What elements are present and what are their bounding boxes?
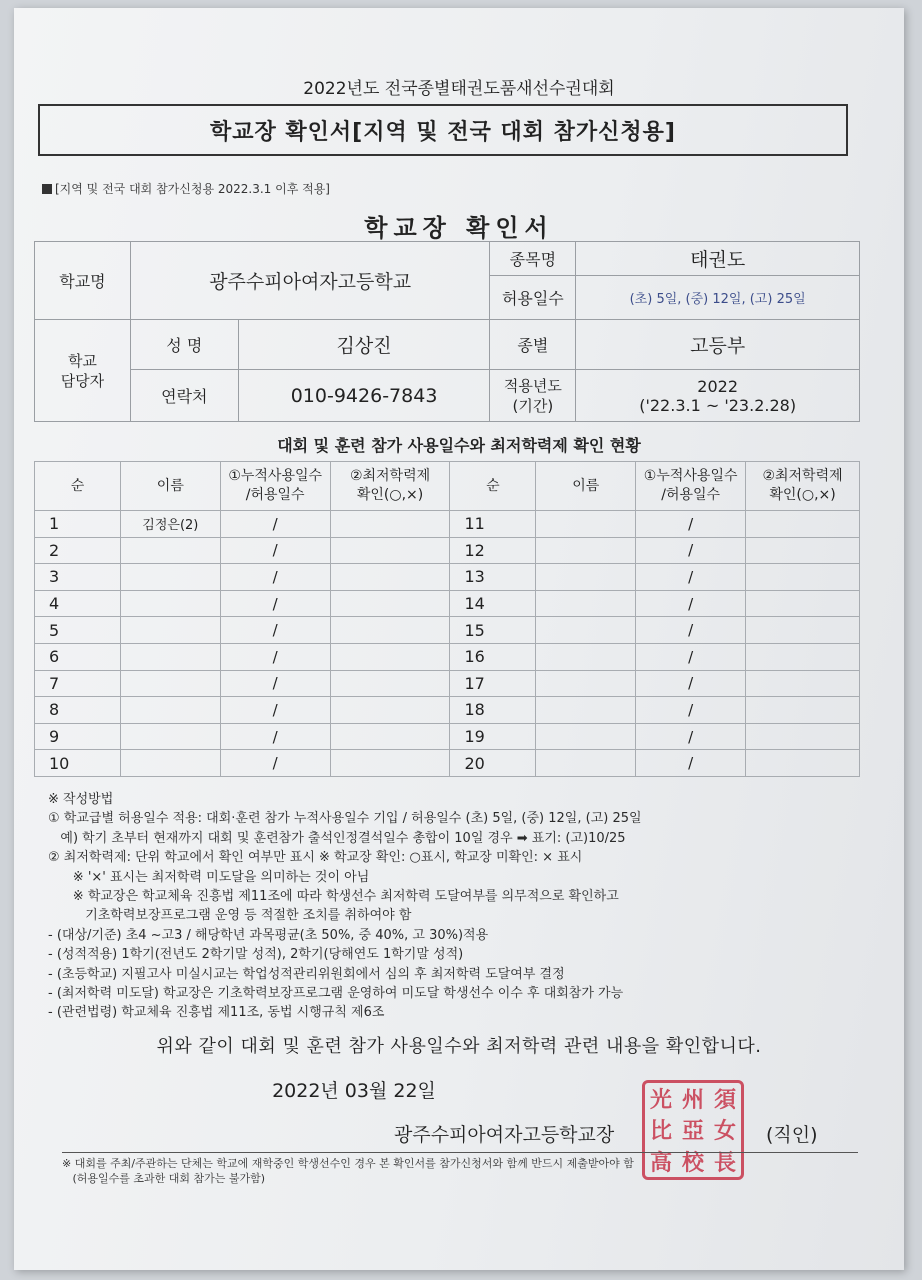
seal-glyph: 長 [713,1149,736,1176]
row-number-left: 9 [35,723,121,750]
row-number-left: 8 [35,697,121,724]
year-label-line2: (기간) [512,396,554,415]
table-row [35,750,860,777]
name-label: 성 명 [130,320,238,370]
used-days-right: / [636,643,746,670]
row-number-left: 2 [35,537,121,564]
header-used-line2: /허용일수 [661,487,721,503]
min-academic-left [330,723,450,750]
used-days-left: / [220,750,330,777]
header-used-line1: ①누적사용일수 [643,468,738,484]
days-label: 허용일수 [490,276,576,320]
instructions [48,790,858,1023]
name-value: 김상진 [238,320,490,370]
row-number-right: 12 [450,537,536,564]
student-name-right [536,670,636,697]
header-min-line1: ②최저학력제 [762,468,843,484]
student-name-right [536,697,636,724]
header-min-line2: 확인(○,×) [356,487,424,503]
used-days-right: / [636,590,746,617]
row-number-right: 13 [450,564,536,591]
min-academic-left [330,537,450,564]
year-value-line2: ('22.3.1 ~ '23.2.28) [639,395,797,415]
used-days-right: / [636,564,746,591]
footer-note [62,1156,862,1186]
signer-name: 광주수피아여자고등학교장 [394,1124,615,1146]
footer-line: (허용일수를 초과한 대회 참가는 불가함) [62,1172,266,1185]
header-no-right: 순 [450,462,536,511]
row-number-left: 7 [35,670,121,697]
min-academic-left [330,750,450,777]
row-number-left: 3 [35,564,121,591]
student-name-right [536,511,636,538]
student-name-left [120,750,220,777]
school-value: 광주수피아여자고등학교 [130,242,490,320]
seal-glyph: 高 [649,1149,672,1176]
row-number-right: 17 [450,670,536,697]
header-min-left [330,462,450,511]
event-title: 2022년도 전국종별태권도품새선수권대회 [303,79,615,99]
header-min-line1: ②최저학력제 [349,468,431,484]
student-name-right [536,750,636,777]
table-row [35,564,860,591]
confirmation-text: 위와 같이 대회 및 훈련 참가 사용일수와 최저학력 관련 내용을 확인합니다. [156,1036,762,1057]
used-days-left: / [220,511,330,538]
min-academic-left [330,697,450,724]
instruction-line: 기초학력보장프로그램 운영 등 적절한 조치를 취하여야 함 [48,908,412,924]
usage-table [34,461,860,777]
min-academic-right [746,617,860,644]
section-title: 대회 및 훈련 참가 사용일수와 최저학력제 확인 현황 [277,436,641,455]
square-bullet-icon [42,184,52,194]
category-value: 고등부 [576,320,860,370]
seal-glyph: 亞 [681,1118,704,1145]
row-number-right: 20 [450,750,536,777]
table-row [35,643,860,670]
row-number-right: 11 [450,511,536,538]
table-row [35,670,860,697]
student-name-right [536,564,636,591]
used-days-right: / [636,537,746,564]
student-name-right [536,617,636,644]
min-academic-right [746,723,860,750]
used-days-left: / [220,590,330,617]
year-value-line1: 2022 [697,376,738,396]
row-number-right: 19 [450,723,536,750]
category-label: 종별 [490,320,576,370]
used-days-right: / [636,617,746,644]
student-name-right [536,537,636,564]
header-name-right: 이름 [536,462,636,511]
used-days-left: / [220,670,330,697]
row-number-left: 1 [35,511,121,538]
contact-label: 연락처 [130,370,238,422]
student-name-left: 김정은(2) [120,511,220,538]
student-name-left [120,643,220,670]
seal-glyph: 女 [713,1118,736,1145]
table-row [35,697,860,724]
days-value: (초) 5일, (중) 12일, (고) 25일 [576,276,860,320]
used-days-right: / [636,670,746,697]
min-academic-right [746,750,860,777]
instruction-line: ※ '×' 표시는 최저학력 미도달을 의미하는 것이 아님 [48,869,370,885]
student-name-left [120,537,220,564]
manager-label-line1: 학교 [67,351,97,370]
header-used-left [220,462,330,511]
min-academic-left [330,590,450,617]
used-days-right: / [636,750,746,777]
info-table [34,241,860,422]
min-academic-right [746,670,860,697]
instruction-line: - (관련법령) 학교체육 진흥법 제11조, 동법 시행규칙 제6조 [48,1005,385,1021]
header-used-right [636,462,746,511]
header-name-left: 이름 [120,462,220,511]
seal-glyph: 比 [649,1118,672,1145]
year-value [576,370,860,422]
row-number-right: 18 [450,697,536,724]
school-label: 학교명 [35,242,131,320]
instruction-line: ※ 작성방법 [48,792,114,807]
year-label [490,370,576,422]
row-number-right: 16 [450,643,536,670]
used-days-left: / [220,564,330,591]
student-name-left [120,617,220,644]
header-no-left: 순 [35,462,121,511]
instruction-line: ※ 학교장은 학교체육 진흥법 제11조에 따라 학생선수 최저학력 도달여부를 의무적으로 확인하고 [48,889,619,905]
used-days-right: / [636,511,746,538]
row-number-right: 15 [450,617,536,644]
used-days-left: / [220,643,330,670]
used-days-right: / [636,697,746,724]
table-row [35,511,860,538]
seal-label: (직인) [766,1124,818,1146]
manager-label-line2: 담당자 [60,371,105,390]
row-number-left: 5 [35,617,121,644]
table-row [35,617,860,644]
min-academic-right [746,564,860,591]
used-days-right: / [636,723,746,750]
min-academic-right [746,590,860,617]
student-name-left [120,590,220,617]
footer-line: ※ 대회를 주최/주관하는 단체는 학교에 재학중인 학생선수인 경우 본 확인서를 참가신청서와 함께 반드시 제출받아야 함 [62,1157,634,1170]
document-title: 학교장 확인서 [364,214,554,242]
student-name-left [120,697,220,724]
instruction-line: ① 학교급별 허용일수 적용: 대회·훈련 참가 누적사용일수 기입 / 허용일수 (초) 5일, (중) 12일, (고) 25일 [48,811,642,827]
student-name-left [120,564,220,591]
main-title-box [38,104,848,156]
min-academic-left [330,617,450,644]
used-days-left: / [220,537,330,564]
min-academic-left [330,670,450,697]
instruction-line: - (대상/기준) 초4 ~고3 / 해당학년 과목평균(초 50%, 중 40%, 고 30%)적용 [48,927,489,943]
min-academic-right [746,643,860,670]
instruction-line: - (성적적용) 1학기(전년도 2학기말 성적), 2학기(당해연도 1학기말 성적) [48,947,464,963]
row-number-left: 4 [35,590,121,617]
row-number-right: 14 [450,590,536,617]
sport-value: 태권도 [576,242,860,276]
row-number-left: 6 [35,643,121,670]
student-name-right [536,723,636,750]
contact-value: 010-9426-7843 [238,370,490,422]
table-row [35,590,860,617]
student-name-left [120,723,220,750]
manager-label [35,320,131,422]
instruction-line: - (최저학력 미도달) 학교장은 기초학력보장프로그램 운영하여 미도달 학생선수 이수 후 대회참가 가능 [48,986,624,1002]
min-academic-left [330,511,450,538]
student-name-right [536,590,636,617]
min-academic-right [746,537,860,564]
seal-glyph: 州 [681,1087,704,1114]
seal-glyph: 須 [713,1087,736,1114]
instruction-line: - (초등학교) 지필고사 미실시교는 학업성적관리위원회에서 심의 후 최저학력 도달여부 결정 [48,966,565,982]
top-note [42,180,330,197]
student-name-right [536,643,636,670]
usage-table-body [35,511,860,777]
row-number-left: 10 [35,750,121,777]
used-days-left: / [220,697,330,724]
certificate-paper [14,8,904,1270]
used-days-left: / [220,723,330,750]
header-min-line2: 확인(○,×) [769,487,836,503]
top-note-text: [지역 및 전국 대회 참가신청용 2022.3.1 이후 적용] [55,182,330,196]
issue-date: 2022년 03월 22일 [272,1080,436,1102]
seal-glyph: 光 [649,1087,672,1114]
table-row [35,723,860,750]
min-academic-left [330,643,450,670]
table-row [35,537,860,564]
header-min-right [746,462,860,511]
seal-glyph: 校 [681,1149,704,1176]
sport-label: 종목명 [490,242,576,276]
header-used-line1: ①누적사용일수 [228,468,323,484]
year-label-line1: 적용년도 [503,376,562,395]
main-title: 학교장 확인서[지역 및 전국 대회 참가신청용] [210,119,676,145]
min-academic-right [746,511,860,538]
student-name-left [120,670,220,697]
footer-divider [62,1152,858,1153]
header-used-line2: /허용일수 [245,487,305,503]
instruction-line: 예) 학기 초부터 현재까지 대회 및 훈련참가 출석인정결석일수 총합이 10일 경우 ➡ 표기: (고)10/25 [48,830,626,846]
min-academic-left [330,564,450,591]
min-academic-right [746,697,860,724]
used-days-left: / [220,617,330,644]
instruction-line: ② 최저학력제: 단위 학교에서 확인 여부만 표시 ※ 학교장 확인: ○표시, 학교장 미확인: × 표시 [48,850,583,866]
